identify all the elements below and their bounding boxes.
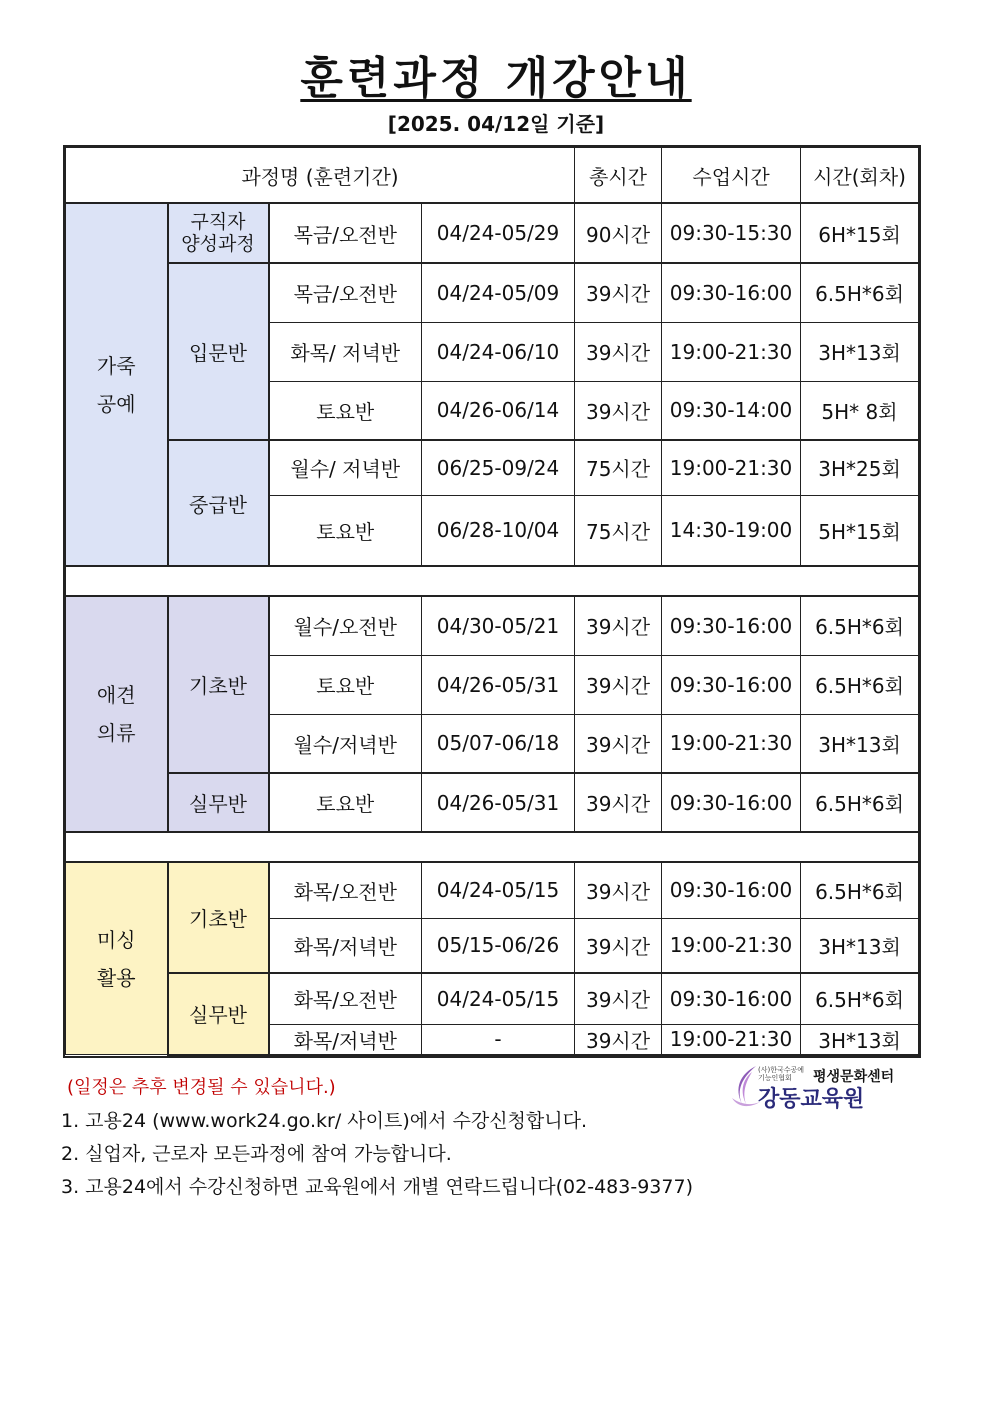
sessions-cell: 3H*25회	[801, 440, 919, 495]
class-name-cell: 토요반	[269, 655, 422, 714]
subgroup-cell: 기초반	[168, 862, 269, 973]
table-row	[66, 263, 919, 322]
class-name-cell: 화목/ 저녁반	[269, 322, 422, 381]
table-row	[66, 973, 919, 1024]
sessions-cell: 6.5H*6회	[801, 596, 919, 655]
class-name-cell: 목금/오전반	[269, 263, 422, 322]
total-hours-cell: 39시간	[575, 773, 662, 832]
period-cell: 04/24-05/29	[422, 203, 575, 263]
table-row	[66, 440, 919, 495]
class-time-cell: 19:00-21:30	[662, 322, 801, 381]
total-hours-cell: 75시간	[575, 440, 662, 495]
page-title-text: 훈련과정 개강안내	[300, 53, 692, 104]
header-course: 과정명 (훈련기간)	[66, 148, 575, 204]
class-time-cell: 19:00-21:30	[662, 440, 801, 495]
note-item: 1. 고용24 (www.work24.go.kr/ 사이트)에서 수강신청합니다.	[61, 1110, 587, 1132]
sessions-cell: 3H*13회	[801, 1024, 919, 1055]
class-time-cell: 09:30-16:00	[662, 973, 801, 1024]
period-cell: 06/28-10/04	[422, 495, 575, 566]
class-time-cell: 09:30-16:00	[662, 596, 801, 655]
total-hours-cell: 39시간	[575, 973, 662, 1024]
sessions-cell: 6.5H*6회	[801, 655, 919, 714]
schedule-table	[65, 147, 919, 1056]
period-cell: 04/24-05/15	[422, 862, 575, 918]
logo-association-text: (사)한국수공예 기능인협회	[758, 1066, 805, 1082]
class-name-cell: 화목/오전반	[269, 973, 422, 1024]
period-cell: 04/26-06/14	[422, 381, 575, 440]
class-time-cell: 19:00-21:30	[662, 1024, 801, 1055]
table-row	[66, 596, 919, 655]
sessions-cell: 3H*13회	[801, 322, 919, 381]
page-subtitle: [2025. 04/12일 기준]	[387, 112, 605, 136]
header-row	[66, 148, 919, 204]
class-name-cell: 목금/오전반	[269, 203, 422, 263]
class-time-cell: 19:00-21:30	[662, 714, 801, 773]
group-cell: 애견 의류	[66, 596, 168, 832]
note-item: 2. 실업자, 근로자 모든과정에 참여 가능합니다.	[61, 1143, 452, 1165]
sessions-cell: 6H*15회	[801, 203, 919, 263]
sessions-cell: 6.5H*6회	[801, 263, 919, 322]
group-cell: 가죽 공예	[66, 203, 168, 566]
subgroup-cell: 중급반	[168, 440, 269, 566]
period-cell: 04/24-05/15	[422, 973, 575, 1024]
period-cell: 04/26-05/31	[422, 773, 575, 832]
table-row	[66, 862, 919, 918]
class-name-cell: 화목/저녁반	[269, 1024, 422, 1055]
header-sessions: 시간(회차)	[801, 148, 919, 204]
period-cell: 04/24-05/09	[422, 263, 575, 322]
total-hours-cell: 39시간	[575, 322, 662, 381]
class-name-cell: 월수/ 저녁반	[269, 440, 422, 495]
class-name-cell: 화목/오전반	[269, 862, 422, 918]
period-cell: 05/07-06/18	[422, 714, 575, 773]
logo-institute-name: 강동교육원	[758, 1087, 865, 1112]
total-hours-cell: 39시간	[575, 918, 662, 973]
class-name-cell: 월수/저녁반	[269, 714, 422, 773]
class-name-cell: 토요반	[269, 773, 422, 832]
class-name-cell: 화목/저녁반	[269, 918, 422, 973]
note-item: 3. 고용24에서 수강신청하면 교육원에서 개별 연락드립니다(02-483-9377)	[61, 1176, 693, 1198]
period-cell: 06/25-09/24	[422, 440, 575, 495]
schedule-change-note: (일정은 추후 변경될 수 있습니다.)	[67, 1077, 336, 1098]
table-row	[66, 773, 919, 832]
total-hours-cell: 39시간	[575, 862, 662, 918]
total-hours-cell: 75시간	[575, 495, 662, 566]
total-hours-cell: 39시간	[575, 263, 662, 322]
table-row	[66, 203, 919, 263]
sessions-cell: 6.5H*6회	[801, 973, 919, 1024]
header-class-time: 수업시간	[662, 148, 801, 204]
logo	[730, 1064, 910, 1112]
class-name-cell: 월수/오전반	[269, 596, 422, 655]
subgroup-cell: 입문반	[168, 263, 269, 440]
class-time-cell: 09:30-15:30	[662, 203, 801, 263]
subgroup-cell: 구직자 양성과정	[168, 203, 269, 263]
period-cell: 05/15-06/26	[422, 918, 575, 973]
period-cell: 04/24-06/10	[422, 322, 575, 381]
class-time-cell: 09:30-16:00	[662, 263, 801, 322]
class-time-cell: 09:30-16:00	[662, 773, 801, 832]
logo-center-name: 평생문화센터	[813, 1069, 895, 1085]
page-title	[0, 42, 992, 106]
class-name-cell: 토요반	[269, 495, 422, 566]
class-time-cell: 09:30-16:00	[662, 655, 801, 714]
total-hours-cell: 39시간	[575, 714, 662, 773]
notes-list	[61, 1105, 693, 1204]
subgroup-cell: 실무반	[168, 773, 269, 832]
subgroup-cell: 기초반	[168, 596, 269, 773]
group-spacer	[66, 832, 919, 862]
sessions-cell: 6.5H*6회	[801, 773, 919, 832]
sessions-cell: 6.5H*6회	[801, 862, 919, 918]
subgroup-cell: 실무반	[168, 973, 269, 1055]
total-hours-cell: 39시간	[575, 1024, 662, 1055]
sessions-cell: 5H*15회	[801, 495, 919, 566]
sessions-cell: 3H*13회	[801, 918, 919, 973]
total-hours-cell: 39시간	[575, 655, 662, 714]
class-name-cell: 토요반	[269, 381, 422, 440]
class-time-cell: 19:00-21:30	[662, 918, 801, 973]
sessions-cell: 5H* 8회	[801, 381, 919, 440]
total-hours-cell: 90시간	[575, 203, 662, 263]
class-time-cell: 14:30-19:00	[662, 495, 801, 566]
class-time-cell: 09:30-16:00	[662, 862, 801, 918]
class-time-cell: 09:30-14:00	[662, 381, 801, 440]
header-total-hours: 총시간	[575, 148, 662, 204]
total-hours-cell: 39시간	[575, 381, 662, 440]
total-hours-cell: 39시간	[575, 596, 662, 655]
group-cell: 미싱 활용	[66, 862, 168, 1055]
period-cell: 04/30-05/21	[422, 596, 575, 655]
group-spacer	[66, 566, 919, 596]
sessions-cell: 3H*13회	[801, 714, 919, 773]
logo-swoosh-icon	[730, 1064, 760, 1108]
period-cell: -	[422, 1024, 575, 1055]
period-cell: 04/26-05/31	[422, 655, 575, 714]
